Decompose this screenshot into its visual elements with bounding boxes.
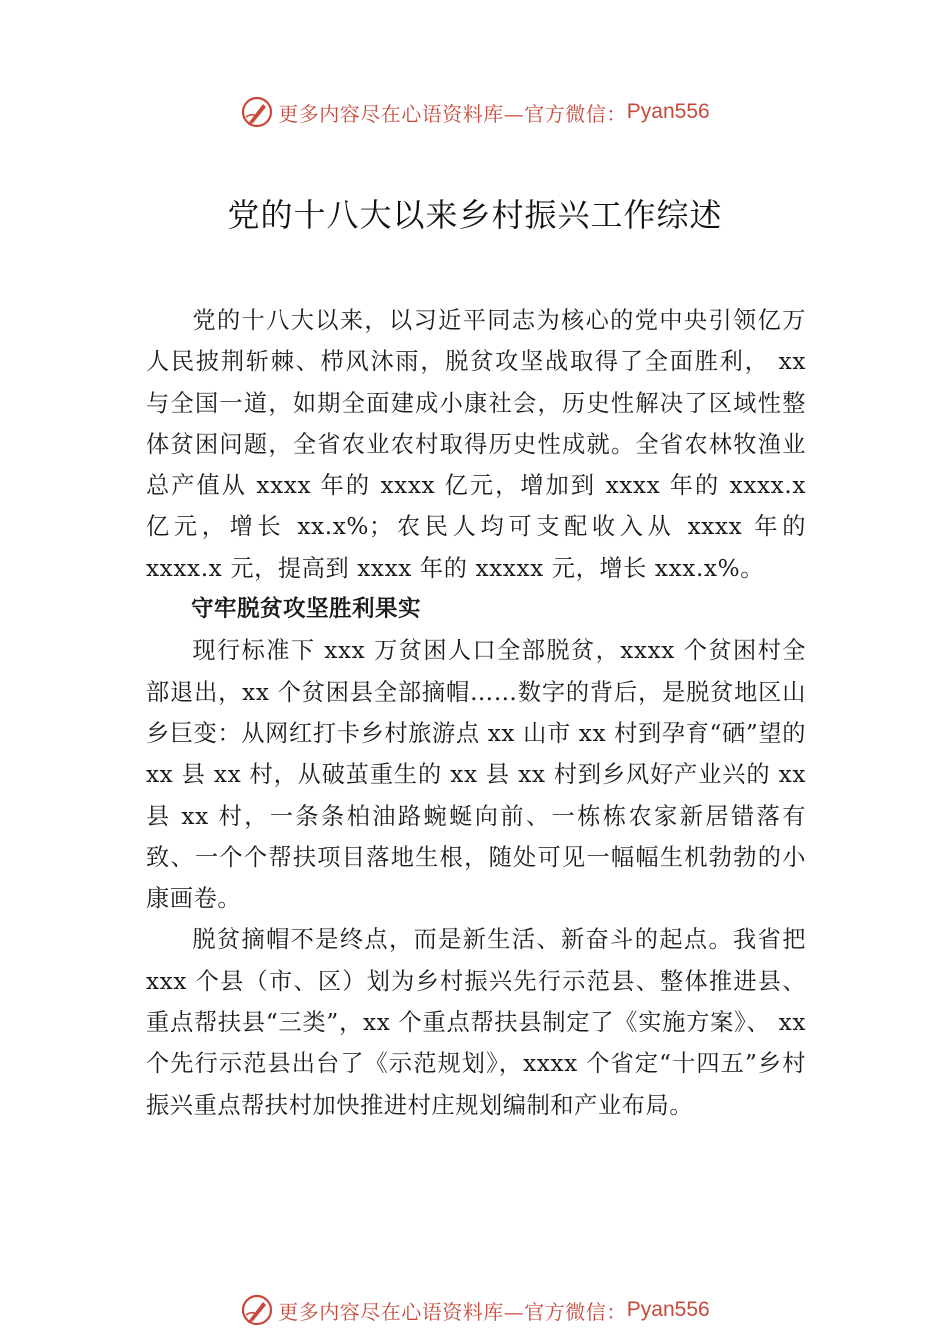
pen-logo-icon bbox=[240, 95, 274, 129]
banner-account: Pyan556 bbox=[626, 100, 710, 123]
document-body bbox=[146, 300, 806, 1126]
banner-text: 更多内容尽在心语资料库—官方微信： bbox=[278, 1299, 627, 1324]
section-heading: 守牢脱贫攻坚胜利果实 bbox=[191, 596, 422, 623]
banner-account: Pyan556 bbox=[626, 1298, 710, 1321]
header-banner bbox=[0, 92, 950, 132]
document-title: 党的十八大以来乡村振兴工作综述 bbox=[227, 196, 723, 234]
pen-logo-icon bbox=[240, 1293, 274, 1327]
paragraph-intro: 党的十八大以来，以习近平同志为核心的党中央引领亿万人民披荆斩棘、栉风沐雨，脱贫攻坚战取得了全面胜利， xx 与全国一道，如期全面建成小康社会，历史性解决了区域性整体贫困问题，全省农业农村取得历史性成就。全省农林牧渔业总产值从 xxxx 年的 xxxx 亿元，增加到 xxxx 年的 xxxx.x 亿元，增长 xx.x%；农民人均可支配收入从 xxxx 年的 xxxx.x 元，提高到 xxxx 年的 xxxxx 元，增长 xxx.x%。 bbox=[146, 307, 806, 582]
footer-banner bbox=[0, 1290, 950, 1330]
banner-text: 更多内容尽在心语资料库—官方微信： bbox=[278, 101, 627, 126]
paragraph-poverty-results: 现行标准下 xxx 万贫困人口全部脱贫，xxxx 个贫困村全部退出，xx 个贫困县全部摘帽……数字的背后，是脱贫地区山乡巨变：从网红打卡乡村旅游点 xx 山市 xx 村到孕育“硒”望的 xx 县 xx 村，从破茧重生的 xx 县 xx 村到乡风好产业兴的 xx 县 xx 村，一条条柏油路蜿蜒向前、一栋栋农家新居错落有致、一个个帮扶项目落地生根，随处可见一幅幅生机勃勃的小康画卷。 bbox=[146, 637, 806, 913]
paragraph-new-starting-point: 脱贫摘帽不是终点，而是新生活、新奋斗的起点。我省把 xxx 个县（市、区）划为乡村振兴先行示范县、整体推进县、重点帮扶县“三类”，xx 个重点帮扶县制定了《实施方案》、 xx 个先行示范县出台了《示范规划》，xxxx 个省定“十四五”乡村振兴重点帮扶村加快推进村庄规划编制和产业布局。 bbox=[146, 926, 806, 1119]
